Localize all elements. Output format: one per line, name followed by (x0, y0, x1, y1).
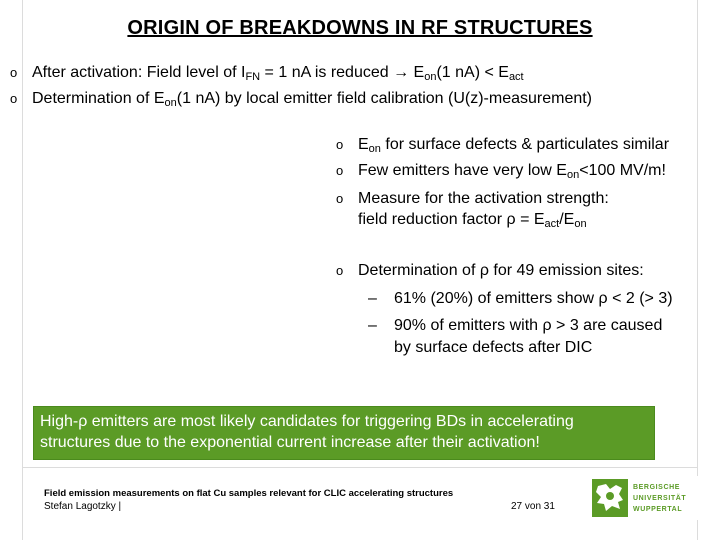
bullet-activation: o After activation: Field level of $I_{FN} = 1$ nA is reduced → $E_{on}(1$ $nA) < E_{act}$ (10, 64, 524, 83)
frame-bottom-line (22, 467, 698, 468)
bullet-marker: o (10, 91, 18, 106)
frame-right-line (697, 0, 698, 540)
bullet-marker: o (336, 263, 344, 278)
footer-talk-title: Field emission measurements on flat Cu samples relevant for CLIC accelerating structures (44, 488, 454, 499)
sub-bullet-90-percent: – 90% of emitters with ρ > 3 are caused (368, 315, 662, 337)
bullet-marker: o (336, 137, 344, 152)
dash-marker: – (368, 317, 377, 334)
sub-bullet-continuation: by surface defects after DIC (394, 339, 593, 356)
bullet-marker: o (336, 191, 344, 206)
bullet-marker: o (336, 163, 344, 178)
bullet-low-eon: o Few emitters have very low $E_{on}<100$ MV/m! (336, 162, 666, 181)
bullet-marker: o (10, 65, 18, 80)
conclusion-line-1: High-ρ emitters are most likely candidates for triggering BDs in accelerating (40, 413, 574, 430)
slide-title: ORIGIN OF BREAKDOWNS IN RF STRUCTURES (127, 17, 593, 39)
dash-marker: – (368, 290, 377, 307)
footer-author: Stefan Lagotzky | (44, 501, 122, 512)
bullet-activation-strength: o Measure for the activation strength: (336, 188, 609, 210)
logo-text: BERGISCHE UNIVERSITÄT WUPPERTAL (633, 484, 687, 513)
conclusion-highlight-box (33, 406, 655, 460)
bullet-rho-determination: o Determination of ρ for 49 emission sites: (336, 260, 644, 282)
bullet-eon-similar: o $E_{on}$ for surface defects & particulates similar (336, 136, 670, 155)
page-number: 27 von 31 (511, 501, 555, 512)
conclusion-line-2: structures due to the exponential current increase after their activation! (40, 434, 540, 451)
bullet-determination: o Determination of $E_{on}(1$ nA) by local emitter field calibration (U(z)-measurement) (10, 90, 593, 109)
sub-bullet-61-percent: – 61% (20%) of emitters show ρ < 2 (> 3) (368, 288, 673, 310)
field-reduction-factor-line: field reduction factor $\rho = E_{act}/E_{on}$ (358, 211, 587, 230)
